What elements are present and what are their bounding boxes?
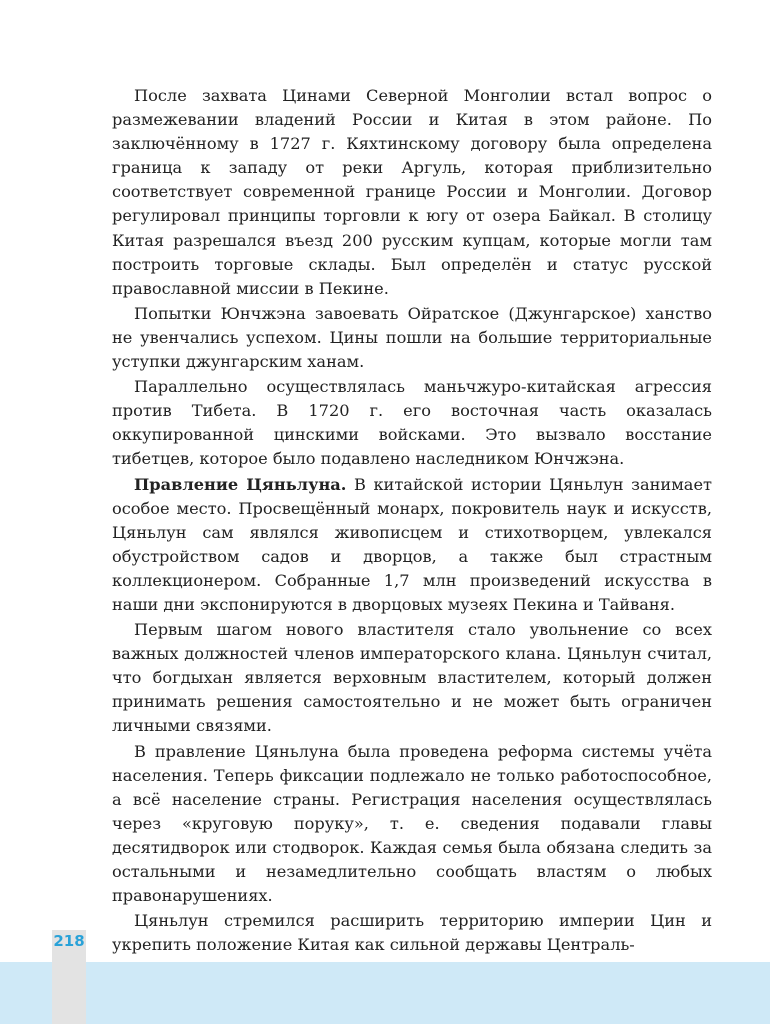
paragraph-5-text: Первым шагом нового властителя стало увольнение со всех важных должностей членов императорского клана. Цяньлун считал, что богдыхан является верховным властителем, который должен принимать решения самостоятельно и не может быть ограничен личными связями. (112, 620, 712, 736)
page-number: 218 (53, 932, 85, 950)
paragraph-3-text: Параллельно осуществлялась маньчжуро-китайская агрессия против Тибета. В 1720 г. его восточная часть оказалась оккупированной цинскими войсками. Это вызвало восстание тибетцев, которое было подавлено наследником Юнчжэна. (112, 377, 712, 469)
paragraph-7 (112, 909, 712, 957)
footer-band (0, 962, 770, 1024)
paragraph-2 (112, 302, 712, 374)
paragraph-5 (112, 618, 712, 738)
paragraph-4-text: В китайской истории Цяньлун занимает особое место. Просвещённый монарх, покровитель наук и искусств, Цяньлун сам являлся живописцем и стихотворцем, увлекался обустройством садов и дворцов, а также был страстным коллекционером. Собранные 1,7 млн произведений искусства в наши дни экспонируются в дворцовых музеях Пекина и Тайваня. (112, 474, 712, 614)
body-text (112, 84, 712, 958)
paragraph-7-text: Цяньлун стремился расширить территорию империи Цин и укрепить положение Китая как сильной державы Централь- (112, 911, 712, 955)
section-heading: Правление Цяньлуна. (134, 474, 347, 494)
paragraph-3 (112, 375, 712, 471)
paragraph-6 (112, 740, 712, 909)
paragraph-2-text: Попытки Юнчжэна завоевать Ойратское (Джунгарское) ханство не увенчались успехом. Цины пошли на большие территориальные уступки джунгарским ханам. (112, 303, 712, 372)
paragraph-4 (112, 473, 712, 618)
paragraph-6-text: В правление Цяньлуна была проведена реформа системы учёта населения. Теперь фиксации подлежало не только работоспособное, а всё население страны. Регистрация населения осуществлялась через «круговую поруку», т. е. сведения подавали главы десятидворок или стодворок. Каждая семья была обязана следить за остальными и незамедлительно сообщать властям о любых правонарушениях. (112, 741, 712, 906)
paragraph-1 (112, 84, 712, 301)
paragraph-1-text: После захвата Цинами Северной Монголии встал вопрос о размежевании владений России и Китая в этом районе. По заключённому в 1727 г. Кяхтинскому договору была определена граница к западу от реки Аргуль, которая приблизительно соответствует современной границе России и Монголии. Договор регулировал принципы торговли к югу от озера Байкал. В столицу Китая разрешался въезд 200 русским купцам, которые могли там построить торговые склады. Был определён и статус русской православной миссии в Пекине. (112, 86, 712, 298)
